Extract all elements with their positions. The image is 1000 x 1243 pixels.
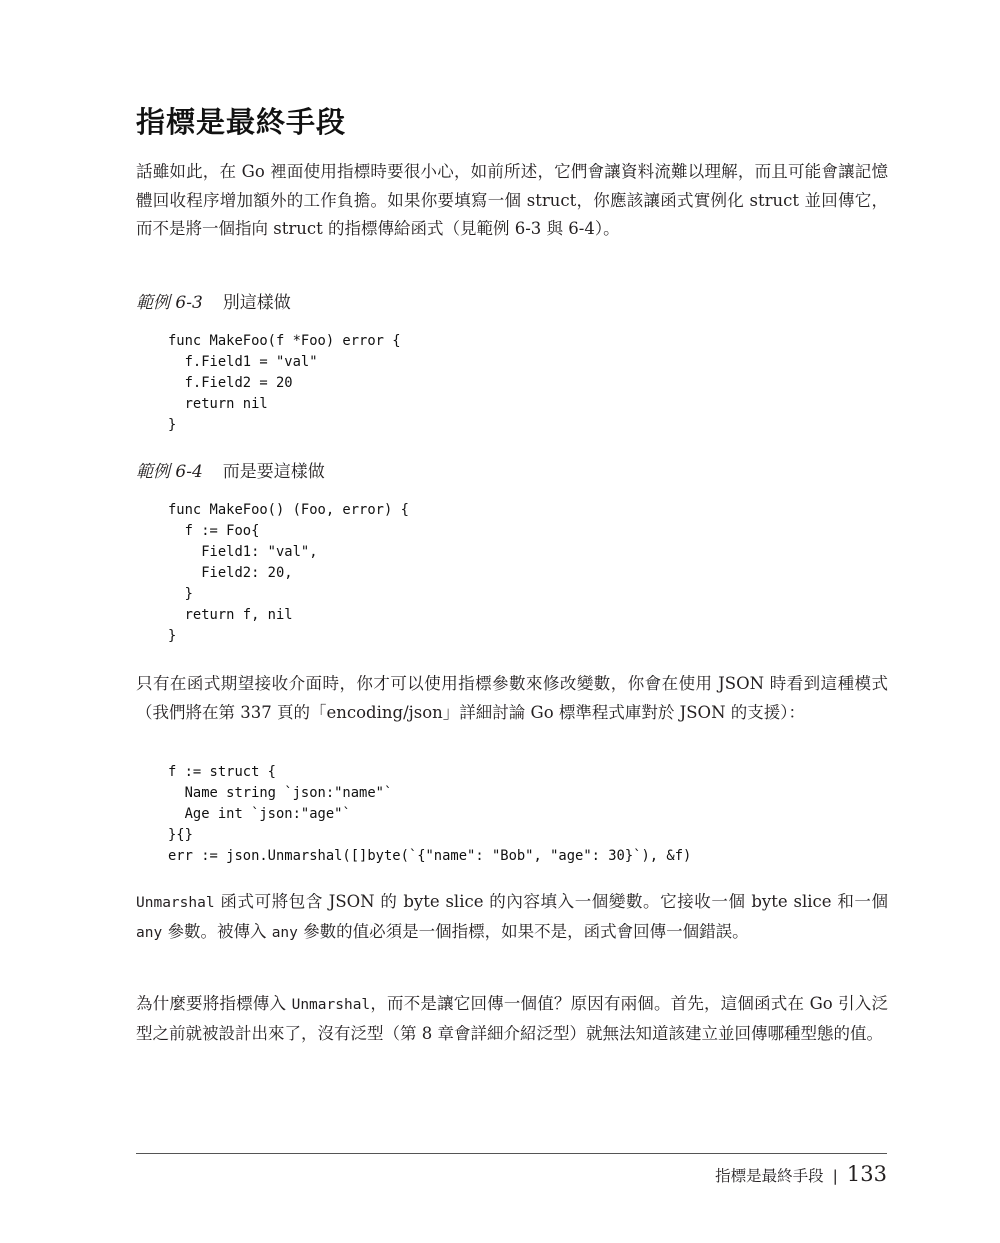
inline-code: any — [136, 924, 163, 941]
paragraph-text: 參數的值必須是一個指標，如果不是，函式會回傳一個錯誤。 — [297, 921, 749, 941]
paragraph-unmarshal — [136, 888, 888, 947]
paragraph-intro: 話雖如此，在 Go 裡面使用指標時要很小心，如前所述，它們會讓資料流難以理解，而且可能會讓記憶體回收程序增加額外的工作負擔。如果你要填寫一個 struct，你應該讓函式實例化 struct 並回傳它，而不是將一個指向 struct 的指標傳給函式（見範例 6-3 與 6-4）。 — [136, 162, 888, 238]
page-footer — [715, 1160, 887, 1190]
inline-code: Unmarshal — [136, 895, 215, 911]
example-number: 範例 6-4 — [136, 462, 203, 482]
inline-code: Unmarshal — [291, 997, 371, 1013]
paragraph-why-pointer — [136, 990, 888, 1048]
example-number: 範例 6-3 — [136, 293, 203, 313]
code-block-example-6-4: func MakeFoo() (Foo, error) { f := Foo{ Field1: "val", Field2: 20, } return f, nil } — [168, 502, 409, 644]
example-caption-6-4 — [136, 459, 325, 485]
inline-code: any — [271, 924, 298, 941]
paragraph-text: ，而不是讓它回傳一個值？原因有兩個。首先，這個函式在 Go 引入泛型之前就被設計出來了，沒有泛型（第 8 章會詳細介紹泛型）就無法知道該建立並回傳哪種型態的值。 — [136, 994, 888, 1043]
paragraph-text: 參數。被傳入 — [162, 921, 272, 941]
running-title: 指標是最終手段 — [715, 1167, 824, 1185]
example-caption-6-3 — [136, 290, 291, 316]
paragraph-text: 為什麼要將指標傳入 — [136, 994, 292, 1013]
example-title: 而是要這樣做 — [222, 462, 325, 482]
paragraph-interface: 只有在函式期望接收介面時，你才可以使用指標參數來修改變數，你會在使用 JSON 時看到這種模式（我們將在第 337 頁的「encoding/json」詳細討論 Go 標準程式庫對於 JSON 的支援）： — [136, 674, 888, 722]
code-block-json: f := struct { Name string `json:"name"` Age int `json:"age"` }{} err := json.Unmarshal([]byte(`{"name": "Bob", "age": 30}`), &f) — [168, 764, 692, 864]
footer-divider — [136, 1153, 887, 1154]
page-number: 133 — [846, 1162, 887, 1186]
paragraph-text: 函式可將包含 JSON 的 byte slice 的內容填入一個變數。它接收一個 byte slice 和一個 — [214, 892, 888, 911]
code-block-example-6-3: func MakeFoo(f *Foo) error { f.Field1 = "val" f.Field2 = 20 return nil } — [168, 333, 401, 433]
section-title: 指標是最終手段 — [136, 105, 347, 139]
footer-separator: | — [832, 1167, 838, 1185]
example-title: 別這樣做 — [222, 293, 291, 313]
